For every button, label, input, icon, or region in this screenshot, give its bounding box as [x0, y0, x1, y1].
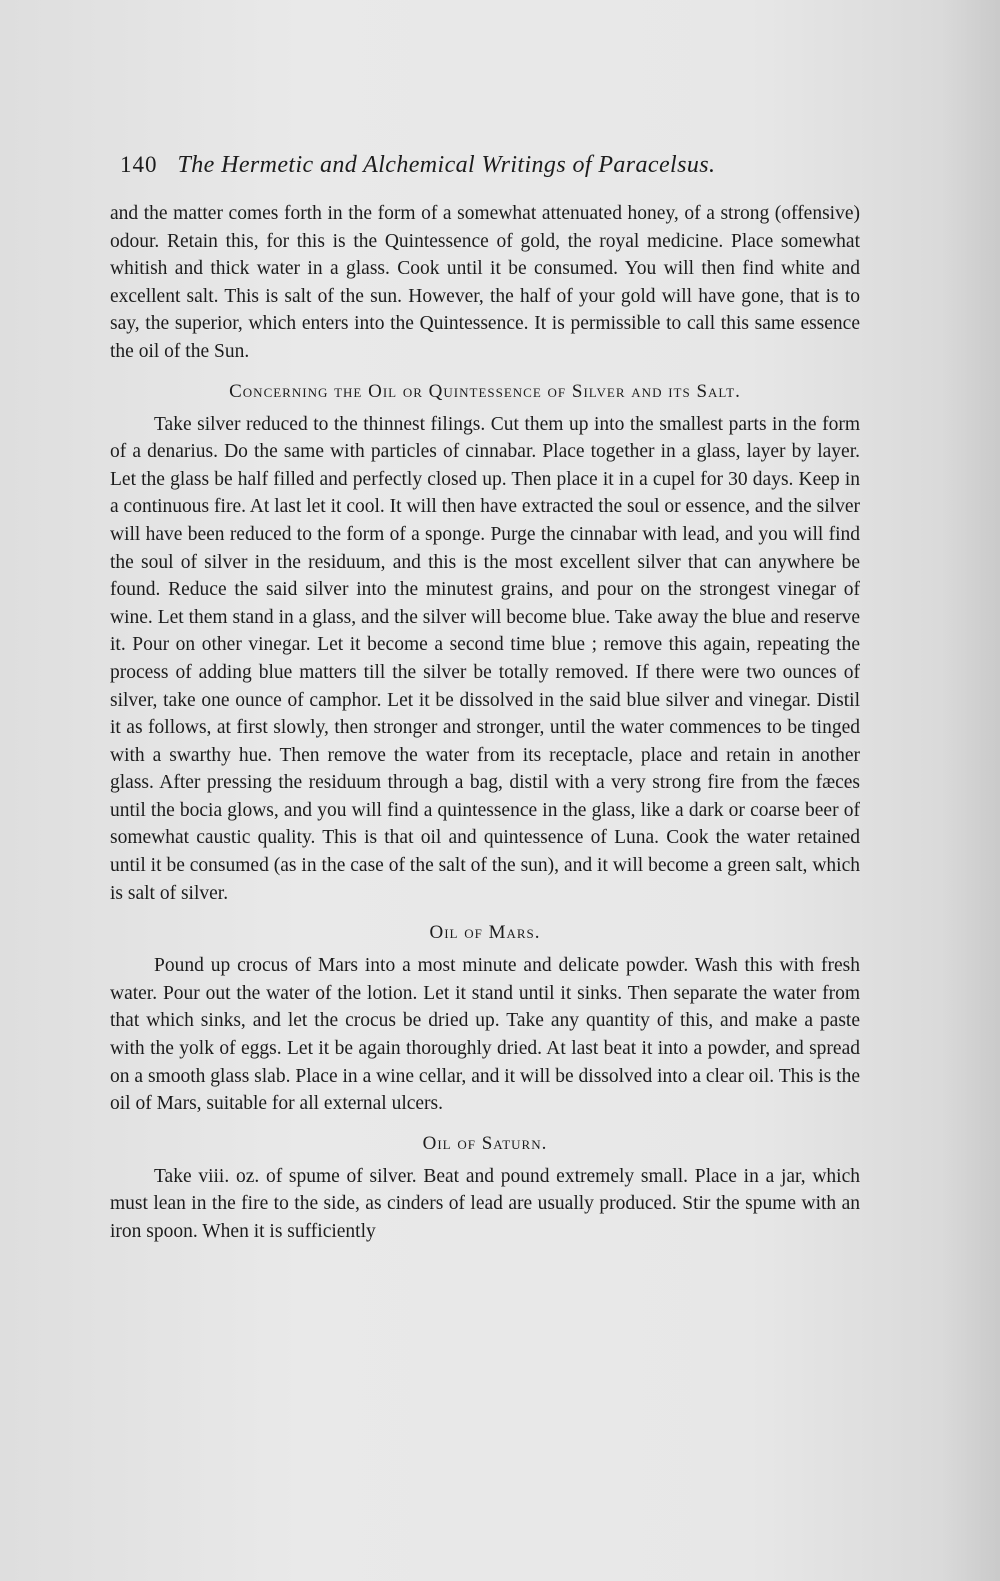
heading-oil-of-mars: Oil of Mars. [429, 922, 541, 944]
running-head [120, 150, 865, 180]
paragraph-mars: Pound up crocus of Mars into a most minute and delicate powder. Wash this with fresh water. Pour out the water of the lotion. Let it stand until it sinks. Then separate the water from that which sinks, and let the crocus be dried up. Take any quantity of this, and make a paste with the yolk of eggs. Let it be again thoroughly dried. At last beat it into a powder, and spread on a smooth glass slab. Place in a wine cellar, and it will be dissolved into a clear oil. This is the oil of Mars, suitable for all external ulcers. [110, 955, 860, 1115]
running-title: The Hermetic and Alchemical Writings of Paracelsus. [177, 152, 716, 178]
paragraph-silver: Take silver reduced to the thinnest filings. Cut them up into the smallest parts in the form of a denarius. Do the same with particles of cinnabar. Place together in a glass, layer by layer. Let the glass be half filled and perfectly closed up. Then place it in a cupel for 30 days. Keep in a continuous fire. At last let it cool. It will then have extracted the soul or essence, and the silver will have been reduced to the form of a sponge. Purge the cinnabar with lead, and you will find the soul of silver in the residuum, and this is the most excellent silver that can anywhere be found. Reduce the said silver into the minutest grains, and pour on the strongest vinegar of wine. Let them stand in a glass, and the silver will become blue. Take away the blue and reserve it. Pour on other vinegar. Let it become a second time blue ; remove this again, repeating the process of adding blue matters till the silver be totally removed. If there were two ounces of silver, take one ounce of camphor. Let it be dissolved in the said blue silver and vinegar. Distil it as follows, at first slowly, then stronger and stronger, until the water commences to be tinged with a swarthy hue. Then remove the water from its receptacle, place and retain in another glass. After pressing the residuum through a bag, distil with a very strong fire from the fæces until the bocia glows, and you will find a quintessence in the glass, like a dark or coarse beer of somewhat caustic quality. This is that oil and quintessence of Luna. Cook the water retained until it be consumed (as in the case of the salt of the sun), and it will become a green salt, which is salt of silver. [110, 413, 860, 904]
heading-oil-of-silver: Concerning the Oil or Quintessence of Silver and its Salt. [229, 380, 741, 402]
heading-oil-of-saturn: Oil of Saturn. [422, 1132, 548, 1154]
paragraph-saturn: Take viii. oz. of spume of silver. Beat and pound extremely small. Place in a jar, which must lean in the fire to the side, as cinders of lead are usually produced. Stir the spume with an iron spoon. When it is sufficiently [110, 1165, 860, 1242]
page-number: 140 [120, 152, 158, 177]
text-body [110, 200, 860, 1246]
paragraph-gold-continuation: and the matter comes forth in the form of a somewhat attenuated honey, of a strong (offensive) odour. Retain this, for this is the Quintessence of gold, the royal medicine. Place somewhat whitish and thick water in a glass. Cook until it be consumed. You will then find white and excellent salt. This is salt of the sun. However, the half of your gold will have gone, that is to say, the superior, which enters into the Quintessence. It is permissible to call this same essence the oil of the Sun. [110, 203, 860, 362]
